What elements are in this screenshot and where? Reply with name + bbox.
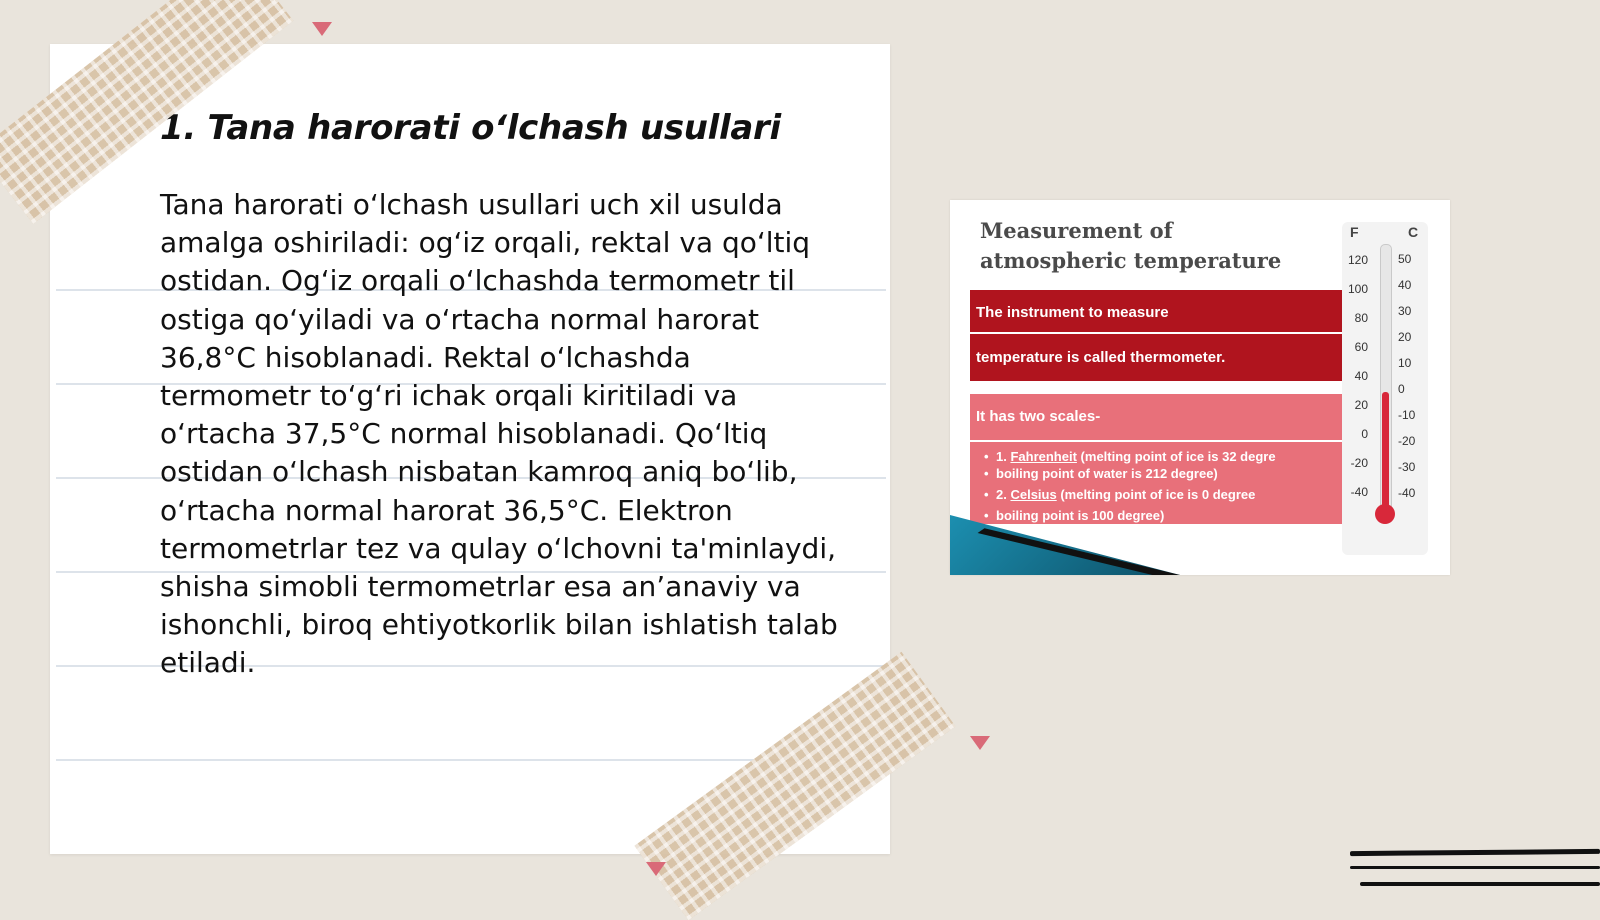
- fahrenheit-tick-label: 120: [1347, 253, 1368, 267]
- celsius-label: C: [1408, 224, 1419, 240]
- celsius-scale: [1398, 246, 1422, 506]
- brush-stroke: [1360, 882, 1600, 886]
- bullet-text: boiling point is 100 degree): [996, 508, 1165, 523]
- fahrenheit-tick-label: 80: [1354, 311, 1368, 325]
- thermometer-bulb: [1375, 504, 1395, 524]
- celsius-tick-label: 0: [1398, 382, 1405, 396]
- celsius-tick-label: -30: [1398, 460, 1416, 474]
- corner-decoration: [950, 515, 1180, 575]
- fahrenheit-tick-label: -20: [1350, 456, 1368, 470]
- fahrenheit-tick-label: -40: [1350, 485, 1368, 499]
- tape-corner-icon: [970, 736, 990, 750]
- celsius-tick-label: 40: [1398, 278, 1412, 292]
- thermometer-band: temperature is called thermometer.: [970, 334, 1342, 381]
- celsius-tick-label: -40: [1398, 486, 1416, 500]
- fahrenheit-tick-label: 40: [1354, 369, 1368, 383]
- instrument-band: The instrument to measure: [970, 290, 1342, 332]
- celsius-tick-label: 50: [1398, 252, 1412, 266]
- slide-title: 1. Tana harorati o‘lchash usullari: [160, 108, 781, 148]
- bullet-fahrenheit: [976, 448, 1342, 465]
- thermometer-mercury: [1382, 392, 1389, 512]
- bullet-text: (melting point of ice is 0 degree: [1056, 487, 1256, 502]
- fahrenheit-scale: [1344, 246, 1368, 507]
- bullet-text: (melting point of ice is 32 degre: [1076, 449, 1276, 464]
- celsius-tick-label: -20: [1398, 434, 1416, 448]
- fahrenheit-label: F: [1350, 224, 1359, 240]
- bullet-text: boiling point of water is 212 degree): [996, 466, 1218, 481]
- bullet-continuation: [976, 465, 1342, 482]
- fahrenheit-tick-label: 20: [1354, 398, 1368, 412]
- fahrenheit-term: Fahrenheit: [1010, 449, 1077, 464]
- thermometer-slide-image: [950, 200, 1450, 575]
- celsius-term: Celsius: [1010, 487, 1057, 502]
- bullet-celsius: [976, 486, 1342, 503]
- celsius-tick-label: -10: [1398, 408, 1416, 422]
- bullet-number: 1.: [996, 449, 1007, 464]
- fahrenheit-tick-label: 0: [1361, 427, 1368, 441]
- tape-corner-icon: [312, 22, 332, 36]
- celsius-tick-label: 10: [1398, 356, 1412, 370]
- lined-paper-card: [50, 44, 890, 854]
- fahrenheit-tick-label: 100: [1347, 282, 1368, 296]
- slide-body-text: Tana harorati o‘lchash usullari uch xil usulda amalga oshiriladi: og‘iz orqali, rektal va qo‘ltiq ostidan. Og‘iz orqali o‘lchashda termometr til ostiga qo‘yiladi va o‘rtacha normal harorat 36,8°C hisoblanadi. Rektal o‘lchashda termometr to‘g‘ri ichak orqali kiritiladi va o‘rtacha 37,5°C normal hisoblanadi. Qo‘ltiq ostidan o‘lchash nisbatan kamroq aniq bo‘lib, o‘rtacha normal harorat 36,5°C. Elektron termometrlar tez va qulay o‘lchovni ta'minlaydi, shisha simobli termometrlar esa an’anaviy va ishonchli, biroq ehtiyotkorlik bilan ishlatish talab etiladi.: [160, 188, 838, 680]
- bullet-boiling: [976, 507, 1342, 524]
- scales-band: It has two scales-: [970, 394, 1342, 440]
- image-title: Measurement of atmospheric temperature: [980, 218, 1282, 273]
- celsius-tick-label: 20: [1398, 330, 1412, 344]
- scales-list-band: [970, 442, 1342, 524]
- tape-corner-icon: [646, 862, 666, 876]
- brush-stroke: [1350, 849, 1600, 856]
- celsius-tick-label: 30: [1398, 304, 1412, 318]
- brush-stroke: [1350, 866, 1600, 869]
- thermometer-icon: [1342, 222, 1428, 555]
- fahrenheit-tick-label: 60: [1354, 340, 1368, 354]
- bullet-number: 2.: [996, 487, 1007, 502]
